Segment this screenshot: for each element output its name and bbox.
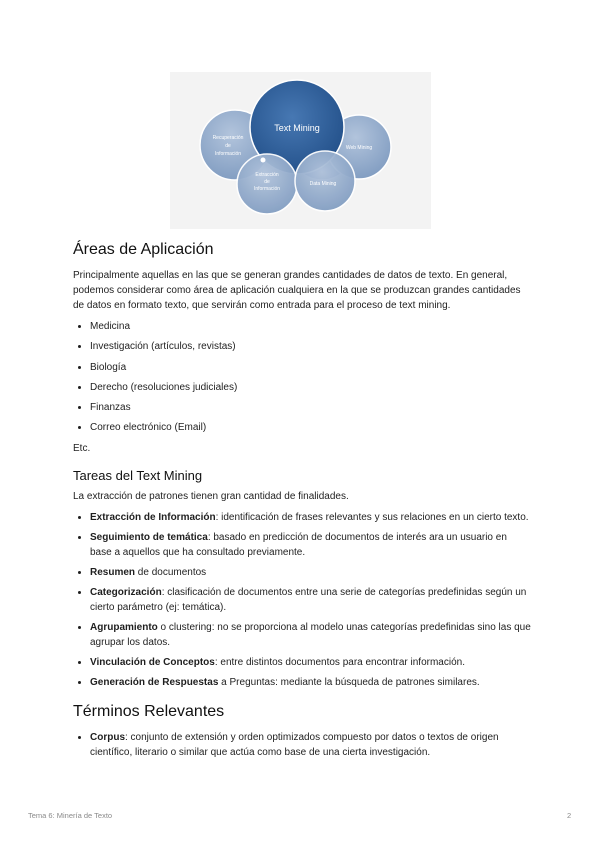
document-body (73, 241, 531, 765)
term: Corpus (90, 731, 125, 743)
term: Categorización (90, 586, 162, 598)
areas-list (73, 319, 531, 435)
list-item: • Investigación (artículos, revistas) (90, 339, 531, 354)
section-title-areas: Áreas de Aplicación (73, 241, 214, 258)
left-label-1: Recuperación (212, 135, 244, 141)
section-title-tareas: Tareas del Text Mining (73, 467, 203, 483)
term: Extracción de Información (90, 511, 216, 523)
right-label: Web Mining (345, 145, 373, 151)
list-item (90, 510, 531, 525)
venn-diagram (170, 72, 431, 229)
list-item: • Derecho (resoluciones judiciales) (90, 380, 531, 395)
footer-chapter: Tema 6: Minería de Texto (28, 811, 113, 820)
description: : clasificación de documentos entre una serie de categorías predefinidas según un cierto parámetro (ej: temática). (90, 586, 527, 613)
terminos-list (73, 730, 531, 760)
bottom-right-label: Data Mining (309, 181, 337, 187)
list-item (90, 730, 531, 760)
list-item: • Correo electrónico (Email) (90, 420, 531, 435)
list-item (90, 675, 531, 690)
intersection-dot (261, 158, 266, 163)
description: : entre distintos documentos para encontrar información. (214, 656, 465, 668)
list-item (90, 530, 531, 560)
tareas-list (73, 510, 531, 690)
description: de documentos (135, 566, 207, 578)
bottom-left-label-1: Extracción (255, 172, 279, 178)
text-mining-diagram (170, 72, 431, 229)
term: Agrupamiento (90, 621, 158, 633)
list-item (90, 620, 531, 650)
term: Generación de Respuestas (90, 676, 219, 688)
description: o clustering: no se proporciona al modelo unas categorías predefinidas sino las que agrupar los datos. (90, 621, 531, 648)
list-item: • Biología (90, 360, 531, 375)
bottom-left-label-2: de (264, 179, 270, 185)
description: : conjunto de extensión y orden optimizados compuesto por datos o textos de origen científico, literario o similar que actúa como base de una cierta investigación. (90, 731, 499, 758)
left-label-3: Información (214, 151, 242, 157)
page-number: 2 (567, 811, 572, 820)
center-label: Text Mining (274, 123, 320, 133)
etc-text: Etc. (73, 442, 91, 454)
section-intro-tareas: La extracción de patrones tienen gran cantidad de finalidades. (73, 490, 349, 502)
left-label-2: de (225, 143, 231, 149)
list-item (90, 585, 531, 615)
description: : identificación de frases relevantes y sus relaciones en un cierto texto. (215, 511, 529, 523)
bottom-left-label-3: Información (253, 186, 281, 192)
list-item (90, 655, 531, 670)
list-item: • Medicina (90, 319, 531, 334)
term: Seguimiento de temática (90, 531, 208, 543)
list-item: • Finanzas (90, 400, 531, 415)
section-intro-areas: Principalmente aquellas en las que se generan grandes cantidades de datos de texto. En general, podemos considerar como área de aplicación cualquiera en la que se produzcan grandes cantidades de datos en formato texto, que servirán como entrada para el proceso de text mining. (73, 270, 521, 311)
term: Resumen (90, 566, 136, 578)
description: : basado en predicción de documentos de interés ara un usuario en base a aquellos que ha consultado previamente. (90, 531, 507, 558)
list-item (90, 565, 531, 580)
description: a Preguntas: mediante la búsqueda de patrones similares. (218, 676, 480, 688)
section-title-terminos: Términos Relevantes (73, 702, 225, 720)
term: Vinculación de Conceptos (90, 656, 215, 668)
